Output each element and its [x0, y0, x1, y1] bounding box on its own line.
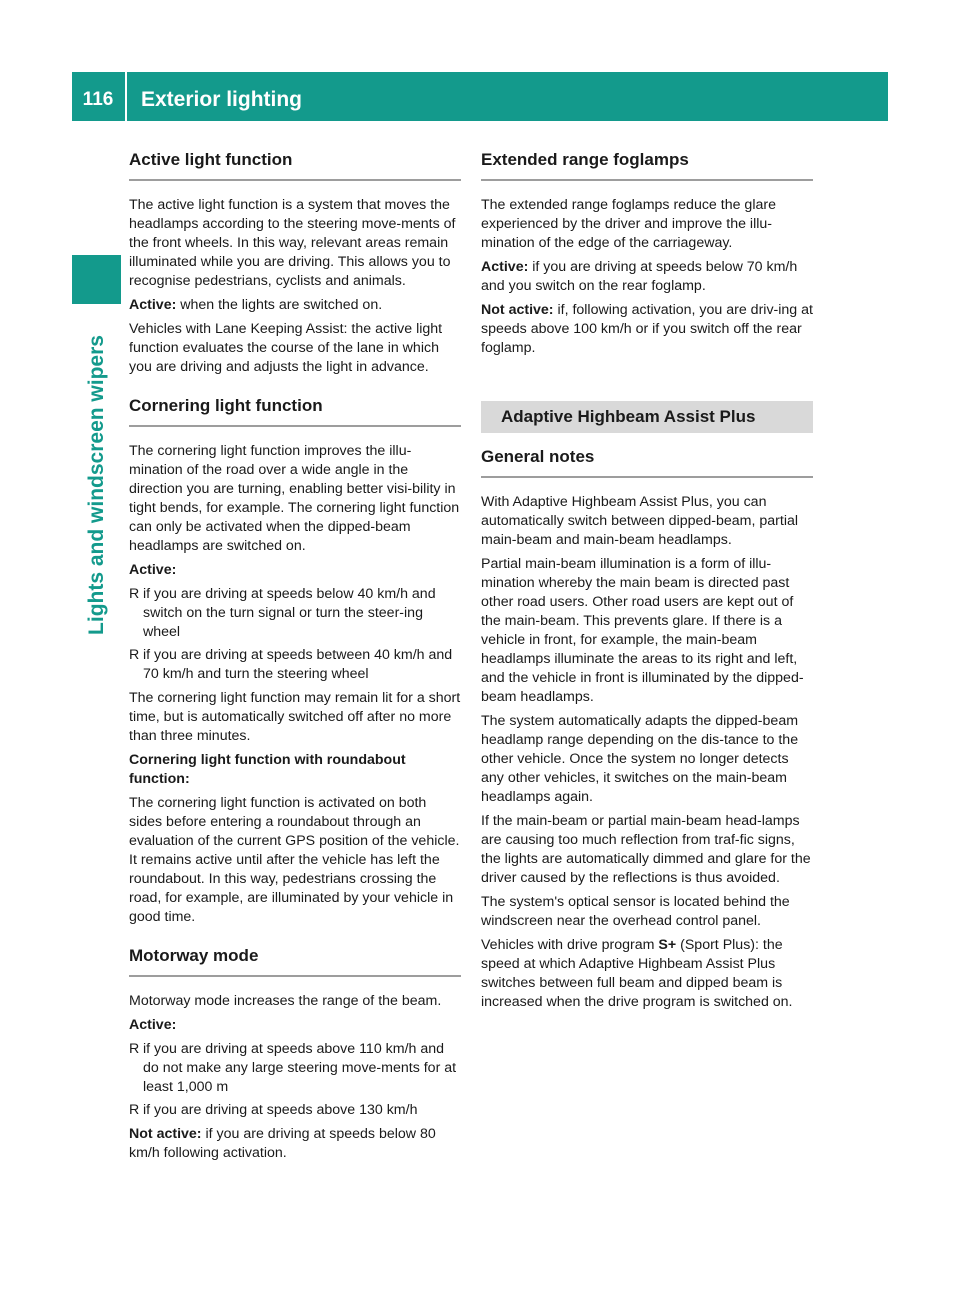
- not-active-label: Not active:: [481, 302, 554, 318]
- motorway-mode-heading: Motorway mode: [129, 946, 461, 977]
- paragraph: Vehicles with Lane Keeping Assist: the active light function evaluates the course of the lane in which you are driving and adjusts the light in advance.: [129, 321, 443, 375]
- paragraph: If the main-beam or partial main-beam head-lamps are causing too much reflection from traf-fic signs, the lights are automatically dimmed and glare for the driver caused by the reflections is thus avoided.: [481, 813, 811, 886]
- paragraph: The system's optical sensor is located behind the windscreen near the overhead control panel.: [481, 894, 790, 929]
- bullet-list: [129, 1040, 461, 1120]
- foglamps-heading: Extended range foglamps: [481, 150, 813, 181]
- right-column: [481, 150, 813, 1017]
- active-label: Active:: [129, 1017, 177, 1033]
- paragraph: The system automatically adapts the dipped-beam headlamp range depending on the dis-tance to the other vehicle. Once the system no longer detects any other vehicles, it switches on the main-beam headlamps again.: [481, 713, 799, 805]
- paragraph: Not active: if you are driving at speeds below 80 km/h following activation.: [129, 1126, 436, 1161]
- active-label: Active:: [129, 297, 177, 313]
- left-column: [129, 150, 461, 1168]
- paragraph: Partial main-beam illumination is a form of illu-mination whereby the main beam is directed past other road users. Other road users are kept out of the main-beam. This prevents glare. If there is a vehicle in front, for example, the main-beam headlamps illuminate the areas to its right and left, and the vehicle in front is illuminated by the dipped-beam headlamps.: [481, 556, 804, 705]
- paragraph: The extended range foglamps reduce the glare experienced by the driver and improve the illu-mination of the edge of the carriageway.: [481, 197, 776, 251]
- list-item: R if you are driving at speeds above 130 km/h: [129, 1102, 418, 1118]
- list-item: R if you are driving at speeds between 40 km/h and 70 km/h and turn the steering wheel: [129, 647, 453, 682]
- bullet-list: [129, 585, 461, 684]
- paragraph: The active light function is a system that moves the headlamps according to the steering move-ments of the front wheels. In this way, relevant areas remain illuminated while you are driving. This allows you to recognise pedestrians, cyclists and animals.: [129, 197, 456, 289]
- header-divider: [125, 72, 127, 121]
- paragraph: The cornering light function is activated on both sides before entering a roundabout through an evaluation of the current GPS position of the vehicle. It remains active until after the vehicle has left the roundabout. In this way, pedestrians crossing the road, for example, are illuminated by your vehicle in good time.: [129, 795, 460, 925]
- paragraph: Vehicles with drive program S+ (Sport Plus): the speed at which Adaptive Highbeam Assist Plus switches between full beam and dipped beam is increased when the drive program is switched on.: [481, 937, 793, 1010]
- ahba-heading: Adaptive Highbeam Assist Plus: [481, 401, 813, 433]
- active-label: Active:: [129, 562, 177, 578]
- paragraph: Active: if you are driving at speeds below 70 km/h and you switch on the rear foglamp.: [481, 259, 798, 294]
- chapter-label: Lights and windscreen wipers: [85, 335, 108, 635]
- general-notes-heading: General notes: [481, 447, 813, 478]
- list-item: R if you are driving at speeds above 110 km/h and do not make any large steering move-ments for at least 1,000 m: [129, 1041, 457, 1095]
- paragraph: With Adaptive Highbeam Assist Plus, you can automatically switch between dipped-beam, partial main-beam and main-beam headlamps.: [481, 494, 799, 548]
- paragraph: The cornering light function may remain lit for a short time, but is automatically switched off after no more than three minutes.: [129, 690, 461, 744]
- not-active-label: Not active:: [129, 1126, 202, 1142]
- paragraph: Not active: if, following activation, you are driv-ing at speeds above 100 km/h or if you switch off the rear foglamp.: [481, 302, 813, 356]
- paragraph: Active: when the lights are switched on.: [129, 297, 383, 313]
- active-light-heading: Active light function: [129, 150, 461, 181]
- roundabout-label: Cornering light function with roundabout function:: [129, 752, 406, 787]
- cornering-light-heading: Cornering light function: [129, 396, 461, 427]
- page-title: Exterior lighting: [141, 88, 303, 111]
- paragraph: The cornering light function improves the illu-mination of the road over a wide angle in the direction you are turning, enabling better visi-bility in tight bends, for example. The cornering light function can only be activated when the dipped-beam headlamps are switched on.: [129, 443, 460, 554]
- sport-plus-label: S+: [658, 937, 677, 953]
- list-item: R if you are driving at speeds below 40 km/h and switch on the turn signal or turn the steer-ing wheel: [129, 586, 436, 640]
- page-number: 116: [82, 89, 114, 110]
- active-label: Active:: [481, 259, 529, 275]
- paragraph: Motorway mode increases the range of the beam.: [129, 993, 442, 1009]
